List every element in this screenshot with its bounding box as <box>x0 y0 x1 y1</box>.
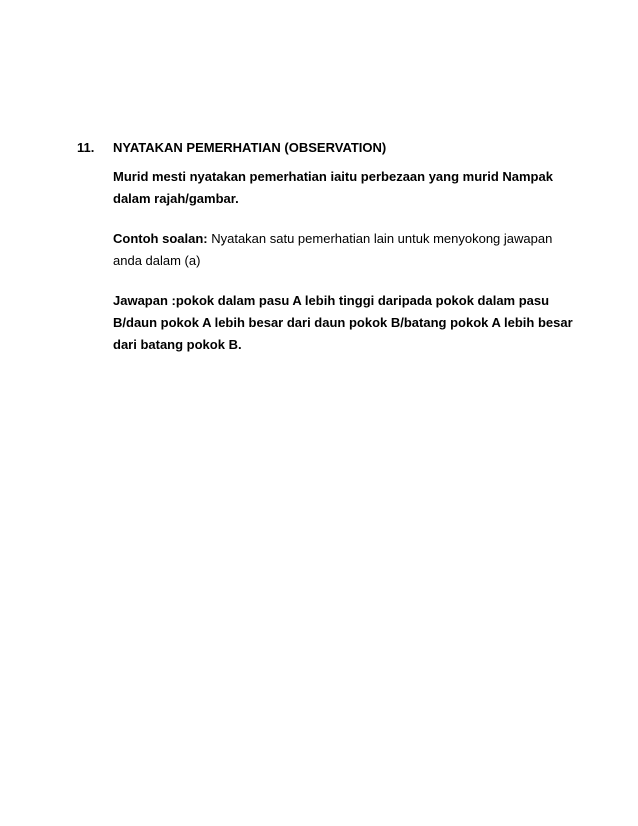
description-paragraph: Murid mesti nyatakan pemerhatian iaitu perbezaan yang murid Nampak dalam rajah/gambar. <box>113 169 553 206</box>
section-heading <box>0 138 638 158</box>
section-title: NYATAKAN PEMERHATIAN (OBSERVATION) <box>113 140 387 155</box>
answer-paragraph: Jawapan :pokok dalam pasu A lebih tinggi daripada pokok dalam pasu B/daun pokok A lebih besar dari daun pokok B/batang pokok A lebih besar dari batang pokok B. <box>113 293 573 352</box>
example-label: Contoh soalan: <box>113 231 208 246</box>
example-text: Nyatakan satu pemerhatian lain untuk menyokong jawapan anda dalam (a) <box>113 231 553 268</box>
section-number: 11. <box>77 140 95 155</box>
example-question-paragraph <box>113 228 573 272</box>
